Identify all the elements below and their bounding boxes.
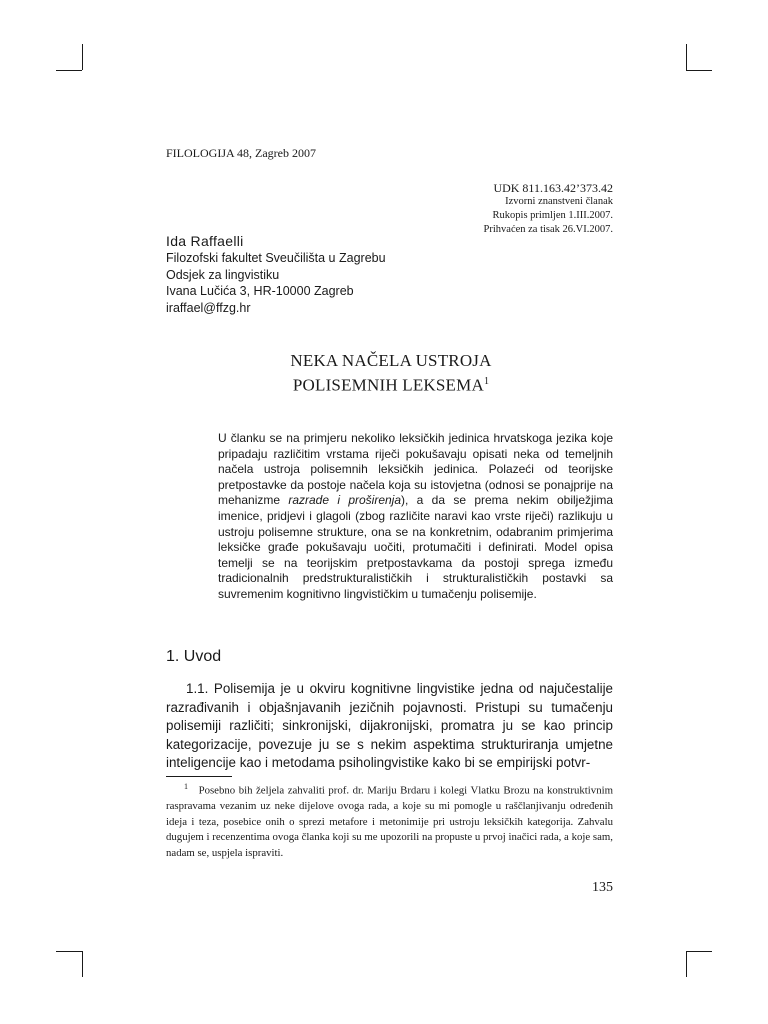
footnote-number: 1 bbox=[184, 782, 188, 791]
abstract-italic: razrade i proširenja bbox=[288, 493, 402, 508]
udk-code: UDK 811.163.42’373.42 bbox=[493, 181, 613, 195]
crop-mark bbox=[56, 70, 82, 71]
footnote-rule bbox=[166, 776, 232, 777]
article-meta bbox=[484, 181, 613, 237]
footnote bbox=[166, 779, 613, 861]
article-title bbox=[166, 350, 616, 396]
affiliation-faculty: Filozofski fakultet Sveučilišta u Zagrebu bbox=[166, 251, 386, 265]
abstract-text-2: ), a da se prema nekim obilježjima imenice, pridjevi i glagoli (zbog različite naravi kao vrste riječi) razlikuju u ustroju polisemne strukture, ona se na konkretnim, odabranim primjerima leksičke građe pokušavaju uočiti, protumačiti i definirati. Model opisa temelji se na teorijskim pretpostavkama da postoji sprega između tradicionalnih predstrukturalističkih i strukturalističkih postavki sa suvremenim kognitivno lingvističkim u tumačenju polisemije. bbox=[218, 493, 613, 601]
abstract bbox=[218, 431, 613, 603]
affiliation-department: Odsjek za lingvistiku bbox=[166, 267, 280, 282]
crop-mark bbox=[686, 951, 712, 952]
title-footnote-mark: 1 bbox=[483, 376, 490, 387]
crop-mark bbox=[686, 44, 687, 70]
crop-mark bbox=[82, 951, 83, 977]
abstract-text-1: U članku se na primjeru nekoliko leksičkih jedinica hrvatskoga jezika koje pripadaju različitim vrstama riječi pokušavaju opisati neka od temeljnih načela ustroja polisemnih leksičkih jedinica. Polazeći od teorijske pretpostavke da postoje načela koja su istovjetna (odnosi se ponajprije na mehanizme bbox=[218, 431, 613, 508]
body-paragraph bbox=[166, 680, 613, 773]
author-affiliation bbox=[166, 250, 386, 316]
page-number: 135 bbox=[592, 880, 613, 895]
crop-mark bbox=[686, 951, 687, 977]
article-type: Izvorni znanstveni članak bbox=[505, 196, 613, 207]
crop-mark bbox=[56, 951, 82, 952]
received-date: Rukopis primljen 1.III.2007. bbox=[492, 210, 613, 221]
author-name: Ida Raffaelli bbox=[166, 233, 244, 249]
journal-header: FILOLOGIJA 48, Zagreb 2007 bbox=[166, 146, 316, 160]
title-line-2: POLISEMNIH LEKSEMA bbox=[292, 375, 484, 395]
author-email: iraffael@ffzg.hr bbox=[166, 300, 251, 315]
crop-mark bbox=[82, 44, 83, 70]
accepted-date: Prihvaćen za tisak 26.VI.2007. bbox=[483, 224, 613, 235]
title-line-1: NEKA NAČELA USTROJA bbox=[290, 351, 492, 370]
crop-mark bbox=[686, 70, 712, 71]
footnote-text: Posebno bih željela zahvaliti prof. dr. Mariju Brdaru i kolegi Vlatku Brozu na konstruktivnim raspravama vezanim uz neke dijelove ovoga rada, a koje su mi pomogle u raščlanjivanju određenih ideja i teza, posebice onih o sprezi metafore i metonimije pri ustroju leksičkih kategorija. Zahvalu dugujem i recenzentima ovoga članka koji su me upozorili na propuste u prvoj inačici rada, a koje sam, nadam se, uspjela ispraviti. bbox=[166, 784, 613, 859]
affiliation-address: Ivana Lučića 3, HR-10000 Zagreb bbox=[166, 284, 354, 298]
section-heading: 1. Uvod bbox=[166, 648, 222, 665]
body-paragraph-text: 1.1. Polisemija je u okviru kognitivne lingvistike jedna od najučestalije razrađivanih i objašnjavanih jezičnih pojavnosti. Pristupi su tumačenju polisemiji različiti; sinkronijski, dijakronijski, promatra ju se kao princip kategorizacije, povezuje ju se s nekim aspektima strukturiranja umjetne inteligencije kao i metodama psiholingvistike kako bi se empirijski potvr- bbox=[166, 681, 613, 770]
